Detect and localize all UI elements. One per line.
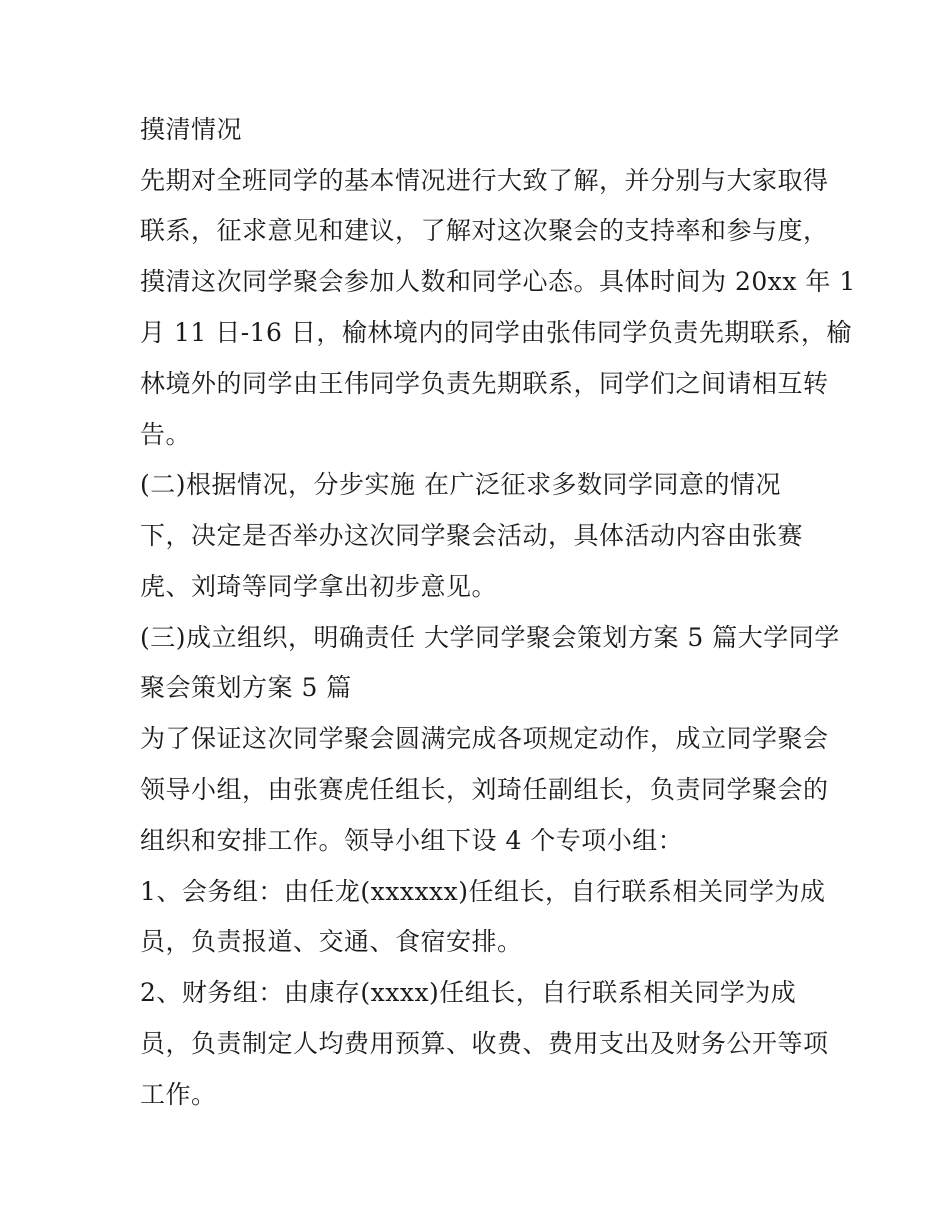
text-line: 员，负责制定人均费用预算、收费、费用支出及财务公开等项 [140,1029,829,1058]
text-line: 为了保证这次同学聚会圆满完成各项规定动作，成立同学聚会 [140,724,829,753]
text-line: 月 11 日-16 日，榆林境内的同学由张伟同学负责先期联系，榆 [140,318,852,347]
text-line: 工作。 [140,1080,217,1109]
list-item: 1、会务组：由任龙(xxxxxx)任组长，自行联系相关同学为成 [140,877,826,906]
text-line: 先期对全班同学的基本情况进行大致了解，并分别与大家取得 [140,166,829,195]
text-line: 联系，征求意见和建议，了解对这次聚会的支持率和参与度， [140,216,829,245]
text-line: 组织和安排工作。领导小组下设 4 个专项小组： [140,826,684,855]
text-line: 下，决定是否举办这次同学聚会活动，具体活动内容由张赛 [140,521,804,550]
text-line: 聚会策划方案 5 篇 [140,673,352,702]
text-line: 员，负责报道、交通、食宿安排。 [140,927,523,956]
text-line: 摸清这次同学聚会参加人数和同学心态。具体时间为 20xx 年 1 [140,267,856,296]
text-line: 告。 [140,420,192,449]
section-heading: 摸清情况 [140,115,243,144]
section-heading: (二)根据情况，分步实施 在广泛征求多数同学同意的情况 [140,470,781,499]
list-item: 2、财务组：由康存(xxxx)任组长，自行联系相关同学为成 [140,978,797,1007]
section-heading: (三)成立组织，明确责任 大学同学聚会策划方案 5 篇大学同学 [140,623,840,652]
text-line: 虎、刘琦等同学拿出初步意见。 [140,572,498,601]
text-line: 领导小组，由张赛虎任组长，刘琦任副组长，负责同学聚会的 [140,775,829,804]
text-line: 林境外的同学由王伟同学负责先期联系，同学们之间请相互转 [140,369,829,398]
